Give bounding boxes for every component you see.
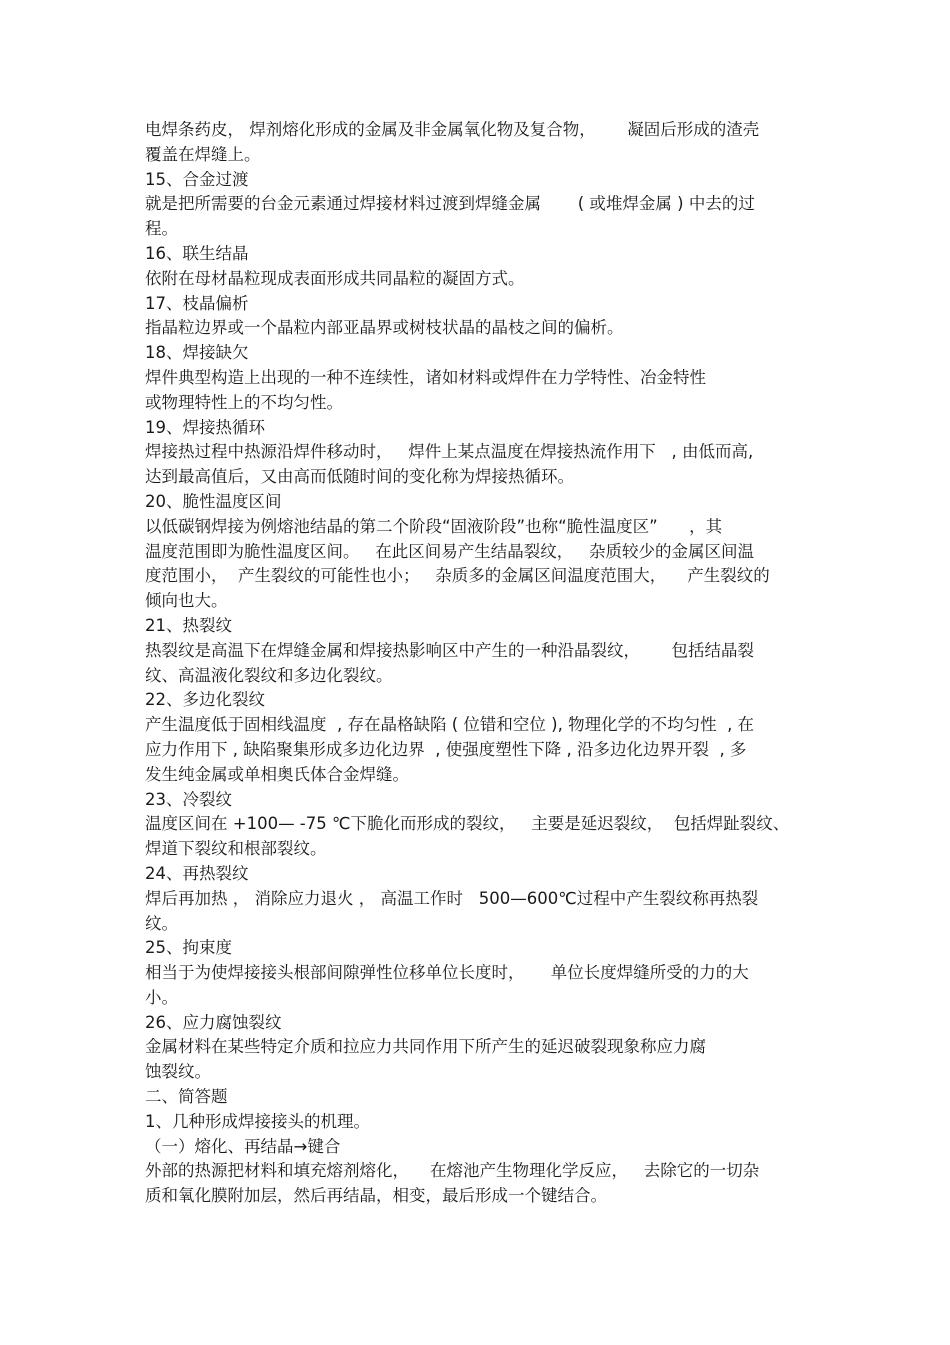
text-line: 蚀裂纹。	[145, 1062, 211, 1082]
text-line: 1、几种形成焊接接头的机理。	[145, 1111, 370, 1131]
text-line: 纹、高温液化裂纹和多边化裂纹。	[145, 665, 393, 685]
text-line: 焊件典型构造上出现的一种不连续性，诸如材料或焊件在力学特性、冶金特性	[145, 367, 706, 387]
text-line: 覆盖在焊缝上。	[145, 144, 261, 164]
text-line: 18、焊接缺欠	[145, 343, 249, 363]
text-line: 24、再热裂纹	[145, 863, 249, 883]
text-line: 金属材料在某些特定介质和拉应力共同作用下所产生的延迟破裂现象称应力腐	[145, 1037, 706, 1057]
text-line: 纹。	[145, 913, 178, 933]
text-line: 21、热裂纹	[145, 615, 232, 635]
text-line: 小。	[145, 987, 178, 1007]
text-line: 26、应力腐蚀裂纹	[145, 1012, 282, 1032]
text-line: 达到最高值后，又由高而低随时间的变化称为焊接热循环。	[145, 467, 574, 487]
text-line: 倾向也大。	[145, 591, 228, 611]
text-line: 20、脆性温度区间	[145, 491, 282, 511]
text-line: 发生纯金属或单相奥氏体合金焊缝。	[145, 764, 409, 784]
text-line: 17、枝晶偏析	[145, 293, 249, 313]
text-line: 质和氧化膜附加层，然后再结晶，相变，最后形成一个键结合。	[145, 1186, 607, 1206]
text-line: 焊后再加热 ， 消除应力退火 ， 高温工作时 500—600℃过程中产生裂纹称再热裂	[145, 888, 759, 908]
text-line: 15、合金过渡	[145, 169, 249, 189]
text-line: 或物理特性上的不均匀性。	[145, 392, 343, 412]
text-line: 依附在母材晶粒现成表面形成共同晶粒的凝固方式。	[145, 268, 525, 288]
text-line: 电焊条药皮， 焊剂熔化形成的金属及非金属氧化物及复合物， 凝固后形成的渣壳	[145, 120, 760, 139]
text-line: 23、冷裂纹	[145, 789, 232, 809]
text-line: 外部的热源把材料和填充熔剂熔化， 在熔池产生物理化学反应， 去除它的一切杂	[145, 1161, 760, 1181]
text-line: 16、联生结晶	[145, 243, 249, 263]
text-line: 25、拘束度	[145, 938, 232, 958]
text-line: 相当于为使焊接接头根部间隙弹性位移单位长度时， 单位长度焊缝所受的力的大	[145, 963, 749, 983]
text-line: 度范围小， 产生裂纹的可能性也小； 杂质多的金属区间温度范围大， 产生裂纹的	[145, 566, 770, 586]
text-line: 19、焊接热循环	[145, 417, 265, 437]
text-line: 指晶粒边界或一个晶粒内部亚晶界或树枝状晶的晶枝之间的偏析。	[145, 318, 624, 338]
text-line: 程。	[145, 219, 178, 239]
text-line: 就是把所需要的台金元素通过焊接材料过渡到焊缝金属 ( 或堆焊金属 ) 中去的过	[145, 194, 755, 214]
text-line: 温度区间在 +100— -75 ℃下脆化而形成的裂纹， 主要是延迟裂纹， 包括焊趾裂纹、	[145, 814, 790, 834]
text-line: （一）熔化、再结晶→键合	[145, 1136, 341, 1156]
text-line: 二、简答题	[145, 1087, 228, 1107]
text-line: 焊道下裂纹和根部裂纹。	[145, 839, 327, 859]
text-line: 热裂纹是高温下在焊缝金属和焊接热影响区中产生的一种沿晶裂纹， 包括结晶裂	[145, 640, 754, 660]
text-line: 22、多边化裂纹	[145, 690, 265, 710]
text-line: 应力作用下 , 缺陷聚集形成多边化边界 , 使强度塑性下降 , 沿多边化边界开裂 , 多	[145, 739, 747, 759]
text-line: 以低碳钢焊接为例熔池结晶的第二个阶段“固液阶段”也称“脆性温度区” ，其	[145, 516, 723, 536]
document-body	[145, 118, 810, 1209]
text-line: 温度范围即为脆性温度区间。 在此区间易产生结晶裂纹， 杂质较少的金属区间温	[145, 541, 754, 561]
text-line: 产生温度低于固相线温度 , 存在晶格缺陷 ( 位错和空位 ), 物理化学的不均匀性 , 在	[145, 715, 755, 735]
text-line: 焊接热过程中热源沿焊件移动时， 焊件上某点温度在焊接热流作用下 , 由低而高,	[145, 442, 754, 462]
